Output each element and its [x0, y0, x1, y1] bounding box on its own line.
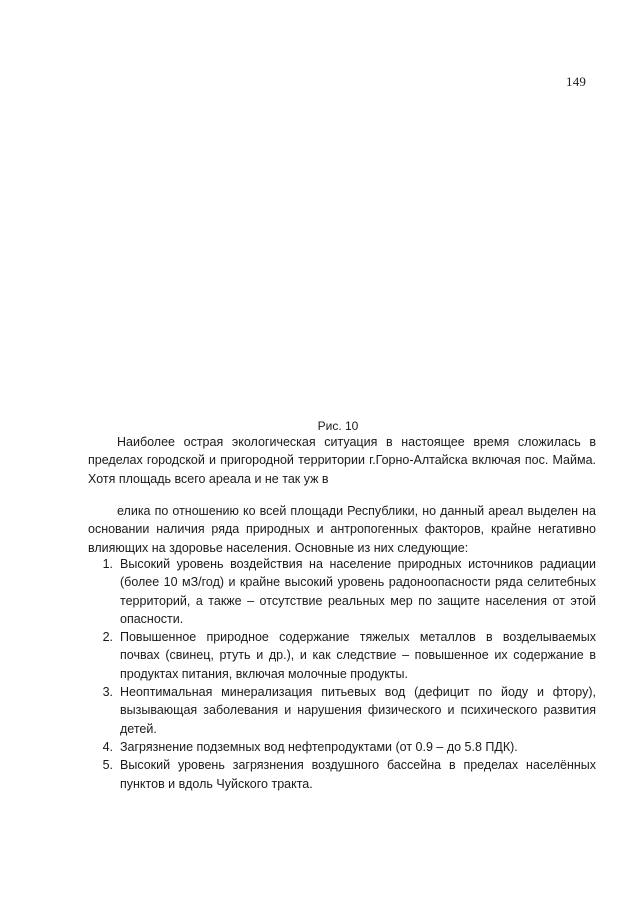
list-item-text: Неоптимальная минерализация питьевых вод (дефицит по йоду и фтору), вызывающая заболевания и нарушения физического и психического развития детей.: [120, 685, 596, 736]
list-item-text: Высокий уровень воздействия на население природных источников радиации (более 10 мЗ/год) и крайне высокий уровень радоноопасности ряда селитебных территорий, а также – отсутствие реальных мер по защите населения от этой опасности.: [120, 557, 596, 626]
list-item-number: 2.: [102, 630, 113, 645]
list-item: [88, 738, 596, 756]
paragraph-text: Наиболее острая экологическая ситуация в настоящее время сложилась в пределах городской и пригородной территории г.Горно-Алтайска включая пос. Майма. Хотя площадь всего ареала и не так уж в: [88, 435, 596, 486]
list-item-number: 5.: [102, 758, 113, 773]
paragraph-text: елика по отношению ко всей площади Республики, но данный ареал выделен на основании наличия ряда природных и антропогенных факторов, крайне негативно влияющих на здоровье населения. Основные из них следующие:: [88, 504, 596, 555]
body-paragraph: [88, 433, 596, 488]
list-item-number: 1.: [102, 557, 113, 571]
figure-caption: Рис. 10: [317, 419, 359, 433]
body-paragraph: [88, 502, 596, 557]
factors-list: [88, 555, 596, 793]
list-item: [88, 628, 596, 683]
list-item-number: 3.: [102, 685, 113, 700]
list-item-text: Повышенное природное содержание тяжелых металлов в возделываемых почвах (свинец, ртуть и др.), и как следствие – повышенное их содержание в продуктах питания, включая молочные продукты.: [120, 630, 596, 681]
list-item-text: Загрязнение подземных вод нефтепродуктами (от 0.9 – до 5.8 ПДК).: [120, 739, 518, 754]
list-item-text: Высокий уровень загрязнения воздушного бассейна в пределах населённых пунктов и вдоль Чуйского тракта.: [120, 758, 596, 791]
list-item: [88, 555, 596, 628]
list-item: [88, 683, 596, 738]
page-number: 149: [566, 74, 587, 89]
list-item: [88, 756, 596, 793]
list-item-number: 4.: [102, 739, 113, 754]
